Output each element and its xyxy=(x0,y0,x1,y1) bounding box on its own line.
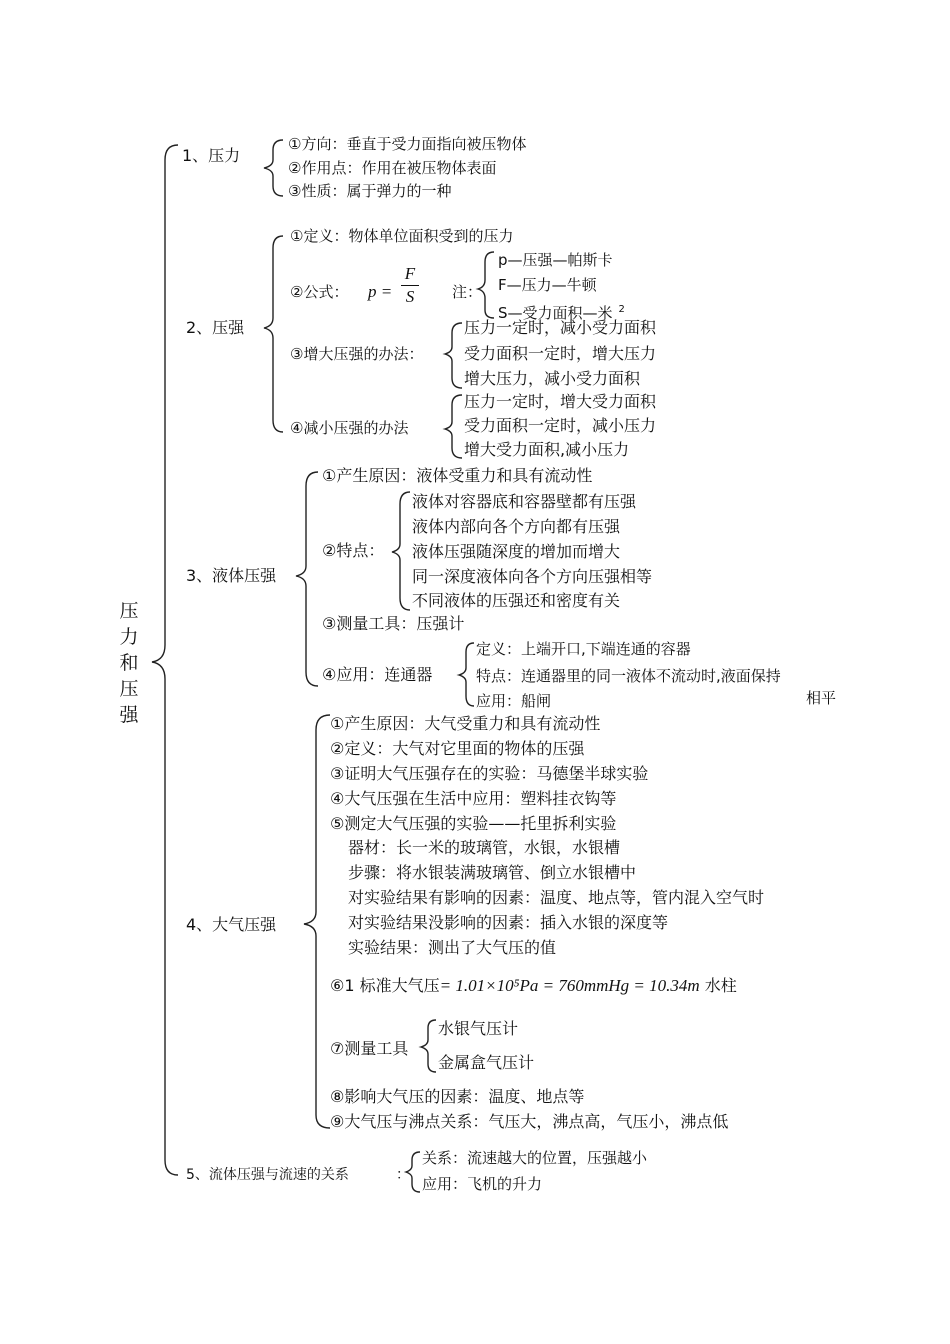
s5-item: 关系：流速越大的位置，压强越小 xyxy=(422,1149,648,1167)
s2-note-label: 注： xyxy=(452,283,483,301)
s4-item: ②定义：大气对它里面的物体的压强 xyxy=(330,739,585,758)
s5-colon: ： xyxy=(396,1167,410,1183)
s2-title: 2、压强 xyxy=(186,318,245,337)
s2-definition: ①定义：物体单位面积受到的压力 xyxy=(290,227,514,245)
s3-title: 3、液体压强 xyxy=(186,566,277,585)
s3-app-item: 特点：连通器里的同一液体不流动时,液面保持 xyxy=(476,667,781,685)
s4-std-prefix: ⑥1 标准大气压 xyxy=(330,976,440,995)
s2-increase-label: ③增大压强的办法： xyxy=(290,345,424,363)
s4-brace xyxy=(304,715,330,1128)
s4-tool: 金属盒气压计 xyxy=(438,1053,535,1072)
s4-boiling: ⑨大气压与沸点关系：气压大，沸点高，气压小，沸点低 xyxy=(330,1112,729,1131)
s4-tool-label: ⑦测量工具 xyxy=(330,1039,409,1058)
root-char: 压 xyxy=(119,678,139,700)
s2-decrease-item: 增大受力面积,减小压力 xyxy=(464,440,630,459)
s2-formula-label: ②公式： xyxy=(290,283,349,301)
s4-std-suffix: 水柱 xyxy=(704,976,737,995)
s4-standard-pressure xyxy=(330,976,737,996)
main-brace xyxy=(152,145,178,1175)
s2-increase-item: 增大压力，减小受力面积 xyxy=(464,369,641,388)
s3-feature: 液体内部向各个方向都有压强 xyxy=(412,517,621,536)
s4-exp-item: 器材：长一米的玻璃管，水银，水银槽 xyxy=(348,838,621,857)
s3-app-brace xyxy=(459,643,474,706)
s2-note-superscript: 2 xyxy=(618,304,625,315)
s4-exp-item: 对实验结果有影响的因素：温度、地点等，管内混入空气时 xyxy=(348,888,765,907)
s3-brace xyxy=(296,472,318,686)
s3-app-item: 应用：船闸 xyxy=(476,692,552,710)
s2-brace xyxy=(264,236,283,432)
s4-item: ⑤测定大气压强的实验——托里拆利实验 xyxy=(330,814,617,833)
s2-increase-item: 受力面积一定时，增大压力 xyxy=(464,344,657,363)
s3-feature-label: ②特点： xyxy=(322,541,385,560)
s3-feature: 液体压强随深度的增加而增大 xyxy=(412,542,621,561)
s2-note: F—压力—牛顿 xyxy=(498,276,597,294)
s2-formula-numerator: F xyxy=(404,264,416,283)
s4-item: ③证明大气压强存在的实验：马德堡半球实验 xyxy=(330,764,649,783)
s4-tools-brace xyxy=(421,1020,436,1072)
s2-decrease-brace xyxy=(445,395,462,458)
s1-item: ①方向：垂直于受力面指向被压物体 xyxy=(288,135,527,153)
s2-decrease-item: 受力面积一定时，减小压力 xyxy=(464,416,657,435)
s1-brace xyxy=(264,140,283,196)
s4-item: ④大气压强在生活中应用：塑料挂衣钩等 xyxy=(330,789,617,808)
s4-exp-item: 步骤：将水银装满玻璃管、倒立水银槽中 xyxy=(348,863,637,882)
s2-increase-brace xyxy=(445,323,462,388)
s4-title: 4、大气压强 xyxy=(186,915,277,934)
s2-decrease-label: ④减小压强的办法 xyxy=(290,419,409,437)
s3-cause: ①产生原因：液体受重力和具有流动性 xyxy=(322,466,593,485)
s2-increase-item: 压力一定时，减小受力面积 xyxy=(464,318,657,337)
s4-exp-item: 实验结果：测出了大气压的值 xyxy=(348,938,557,957)
s3-app-wrap: 相平 xyxy=(806,689,837,707)
s1-item: ②作用点：作用在被压物体表面 xyxy=(288,159,497,177)
s2-note: p—压强—帕斯卡 xyxy=(498,251,613,269)
s2-formula-denominator: S xyxy=(405,287,415,306)
s2-decrease-item: 压力一定时，增大受力面积 xyxy=(464,392,657,411)
s4-std-formula: = 1.01×10⁵Pa = 760mmHg = 10.34m xyxy=(439,976,700,995)
s4-tool: 水银气压计 xyxy=(438,1019,519,1038)
s5-title: 5、流体压强与流速的关系 xyxy=(186,1167,349,1183)
s2-formula-lhs: p = xyxy=(368,282,393,301)
root-title xyxy=(118,598,140,728)
root-char: 强 xyxy=(119,704,139,726)
s3-feature: 同一深度液体向各个方向压强相等 xyxy=(412,567,653,586)
s1-title: 1、压力 xyxy=(182,146,241,165)
s3-app-label: ④应用：连通器 xyxy=(322,665,433,684)
s3-app-item: 定义：上端开口,下端连通的容器 xyxy=(476,640,691,658)
s4-item: ①产生原因：大气受重力和具有流动性 xyxy=(330,714,601,733)
root-char: 和 xyxy=(119,652,139,674)
s5-item: 应用：飞机的升力 xyxy=(422,1175,543,1193)
s2-note: S—受力面积—米 $^2$ xyxy=(498,304,625,322)
root-char: 压 xyxy=(119,600,139,622)
s4-factor: ⑧影响大气压的因素：温度、地点等 xyxy=(330,1087,585,1106)
s2-formula-fraction xyxy=(401,264,419,307)
s4-exp-item: 对实验结果没影响的因素：插入水银的深度等 xyxy=(348,913,669,932)
s1-item: ③性质：属于弹力的一种 xyxy=(288,182,452,200)
s3-feature: 液体对容器底和容器壁都有压强 xyxy=(412,492,637,511)
root-char: 力 xyxy=(119,626,139,648)
s3-features-brace xyxy=(392,492,410,610)
s3-tool: ③测量工具：压强计 xyxy=(322,614,465,633)
s3-feature: 不同液体的压强还和密度有关 xyxy=(412,591,621,610)
